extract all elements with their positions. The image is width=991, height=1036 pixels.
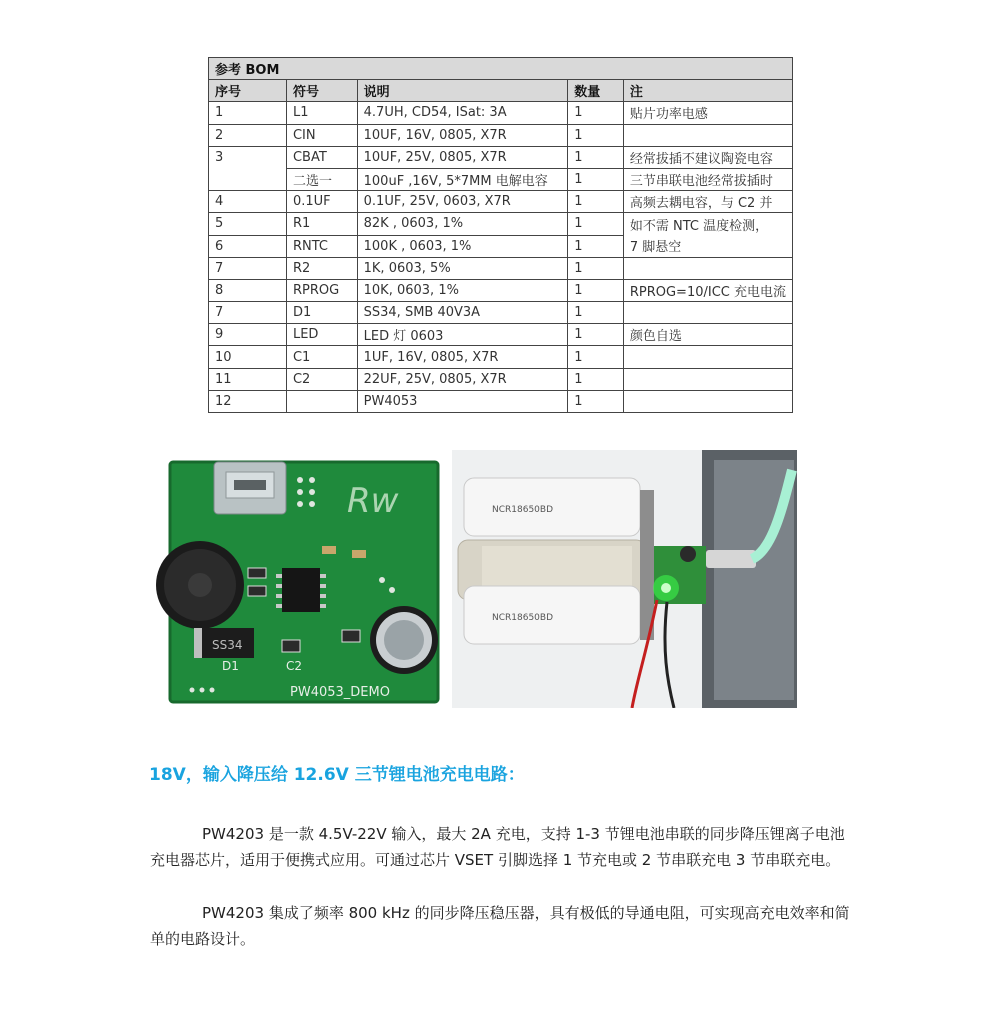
bom-cell: L1 (286, 102, 357, 124)
header-index: 序号 (209, 80, 287, 102)
bom-cell: RNTC (286, 235, 357, 257)
bom-row (209, 324, 793, 346)
bom-cell: 7 (209, 257, 287, 279)
bom-table (208, 57, 793, 413)
bom-cell: 1 (568, 235, 624, 257)
bom-cell: 4.7UH, CD54, ISat: 3A (357, 102, 568, 124)
bom-cell: 经常拔插不建议陶瓷电容 (623, 146, 792, 168)
bom-cell: 1 (209, 102, 287, 124)
bom-cell (209, 168, 287, 190)
bom-row (209, 302, 793, 324)
bom-cell: 1 (568, 146, 624, 168)
bom-title-row (209, 58, 793, 80)
bom-cell: R2 (286, 257, 357, 279)
bom-row (209, 346, 793, 368)
bom-cell: 1 (568, 124, 624, 146)
bom-cell: 11 (209, 368, 287, 390)
header-symbol: 符号 (286, 80, 357, 102)
bom-cell: 8 (209, 279, 287, 301)
silkscreen-board-name: PW4053_DEMO (290, 685, 390, 700)
bom-row (209, 279, 793, 301)
bom-cell: 1 (568, 279, 624, 301)
bom-cell: 6 (209, 235, 287, 257)
bom-header-row (209, 80, 793, 102)
bom-cell: 如不需 NTC 温度检测， (623, 213, 792, 235)
bom-cell: 5 (209, 213, 287, 235)
svg-text:NCR18650BD: NCR18650BD (492, 505, 554, 515)
bom-cell: 1 (568, 390, 624, 412)
bom-cell: 1 (568, 324, 624, 346)
bom-cell: PW4053 (357, 390, 568, 412)
bom-cell: 1UF, 16V, 0805, X7R (357, 346, 568, 368)
bom-cell: 7 脚悬空 (623, 235, 792, 257)
silkscreen-c2: C2 (286, 659, 303, 673)
bom-cell: 10 (209, 346, 287, 368)
bom-cell: 1 (568, 368, 624, 390)
bom-row (209, 191, 793, 213)
battery-illustration (452, 450, 797, 708)
silkscreen-d1: D1 (222, 659, 239, 673)
bom-cell: 二选一 (286, 168, 357, 190)
pcb-demo-board-photo (152, 450, 443, 708)
bom-row (209, 146, 793, 168)
bom-cell (623, 368, 792, 390)
bom-cell: 贴片功率电感 (623, 102, 792, 124)
rw-logo: Rw (347, 481, 399, 521)
bom-cell: 10K, 0603, 1% (357, 279, 568, 301)
bom-cell: 10UF, 16V, 0805, X7R (357, 124, 568, 146)
bom-cell: 颜色自选 (623, 324, 792, 346)
bom-cell: 100K , 0603, 1% (357, 235, 568, 257)
bom-cell: 1 (568, 302, 624, 324)
bom-cell: 1 (568, 168, 624, 190)
bom-body (209, 102, 793, 413)
header-note: 注 (623, 80, 792, 102)
bom-cell: D1 (286, 302, 357, 324)
bom-cell: 100uF ,16V, 5*7MM 电解电容 (357, 168, 568, 190)
bom-row (209, 257, 793, 279)
bom-row (209, 368, 793, 390)
bom-cell: 82K , 0603, 1% (357, 213, 568, 235)
bom-cell: C2 (286, 368, 357, 390)
bom-cell: 1 (568, 213, 624, 235)
bom-cell: CBAT (286, 146, 357, 168)
bom-cell: 1 (568, 102, 624, 124)
bom-cell: 9 (209, 324, 287, 346)
bom-cell: LED (286, 324, 357, 346)
bom-row (209, 124, 793, 146)
battery-pack-photo (452, 450, 797, 708)
bom-cell: RPROG (286, 279, 357, 301)
bom-cell: 10UF, 25V, 0805, X7R (357, 146, 568, 168)
header-description: 说明 (357, 80, 568, 102)
bom-cell: 1 (568, 257, 624, 279)
bom-cell (623, 302, 792, 324)
battery-cell-top (464, 478, 640, 536)
bom-cell (623, 124, 792, 146)
bom-cell: 1K, 0603, 5% (357, 257, 568, 279)
pcb-board-illustration (152, 450, 443, 708)
bom-cell: C1 (286, 346, 357, 368)
svg-text:NCR18650BD: NCR18650BD (492, 613, 554, 623)
bom-title: 参考 BOM (209, 58, 793, 80)
bom-cell: 4 (209, 191, 287, 213)
paragraph-2-text: PW4203 集成了频率 800 kHz 的同步降压稳压器，具有极低的导通电阻，可实现高充电效率和简单的电路设计。 (150, 904, 850, 948)
bom-cell: SS34, SMB 40V3A (357, 302, 568, 324)
bom-row (209, 168, 793, 190)
bom-cell (286, 390, 357, 412)
paragraph-1-text: PW4203 是一款 4.5V-22V 输入，最大 2A 充电，支持 1-3 节锂电池串联的同步降压锂离子电池充电器芯片，适用于便携式应用。可通过芯片 VSET 引脚选择 1 节充电或 2 节串联充电 3 节串联充电。 (150, 825, 845, 869)
bom-cell: 高频去耦电容，与 C2 并 (623, 191, 792, 213)
bom-cell: RPROG=10/ICC 充电电流 (623, 279, 792, 301)
section-heading: 18V，输入降压给 12.6V 三节锂电池充电电路： (149, 765, 525, 785)
bom-cell: 1 (568, 191, 624, 213)
bom-cell: LED 灯 0603 (357, 324, 568, 346)
bom-cell: 12 (209, 390, 287, 412)
bom-cell (623, 346, 792, 368)
bom-cell: 0.1UF, 25V, 0603, X7R (357, 191, 568, 213)
bom-row (209, 235, 793, 257)
paragraph-2 (150, 901, 850, 952)
bom-cell: 7 (209, 302, 287, 324)
paragraph-1 (150, 822, 850, 873)
ic-chip (282, 568, 320, 612)
diode-marking: SS34 (212, 638, 243, 652)
bom-cell: 22UF, 25V, 0805, X7R (357, 368, 568, 390)
bom-cell (623, 257, 792, 279)
bom-cell: 3 (209, 146, 287, 168)
bom-cell: R1 (286, 213, 357, 235)
bom-row (209, 213, 793, 235)
bom-cell: CIN (286, 124, 357, 146)
bom-cell: 2 (209, 124, 287, 146)
bom-cell: 1 (568, 346, 624, 368)
bom-row (209, 390, 793, 412)
bom-cell: 0.1UF (286, 191, 357, 213)
bom-cell: 三节串联电池经常拔插时 (623, 168, 792, 190)
bom-row (209, 102, 793, 124)
header-quantity: 数量 (568, 80, 624, 102)
bom-cell (623, 390, 792, 412)
battery-cell-bottom (464, 586, 640, 644)
